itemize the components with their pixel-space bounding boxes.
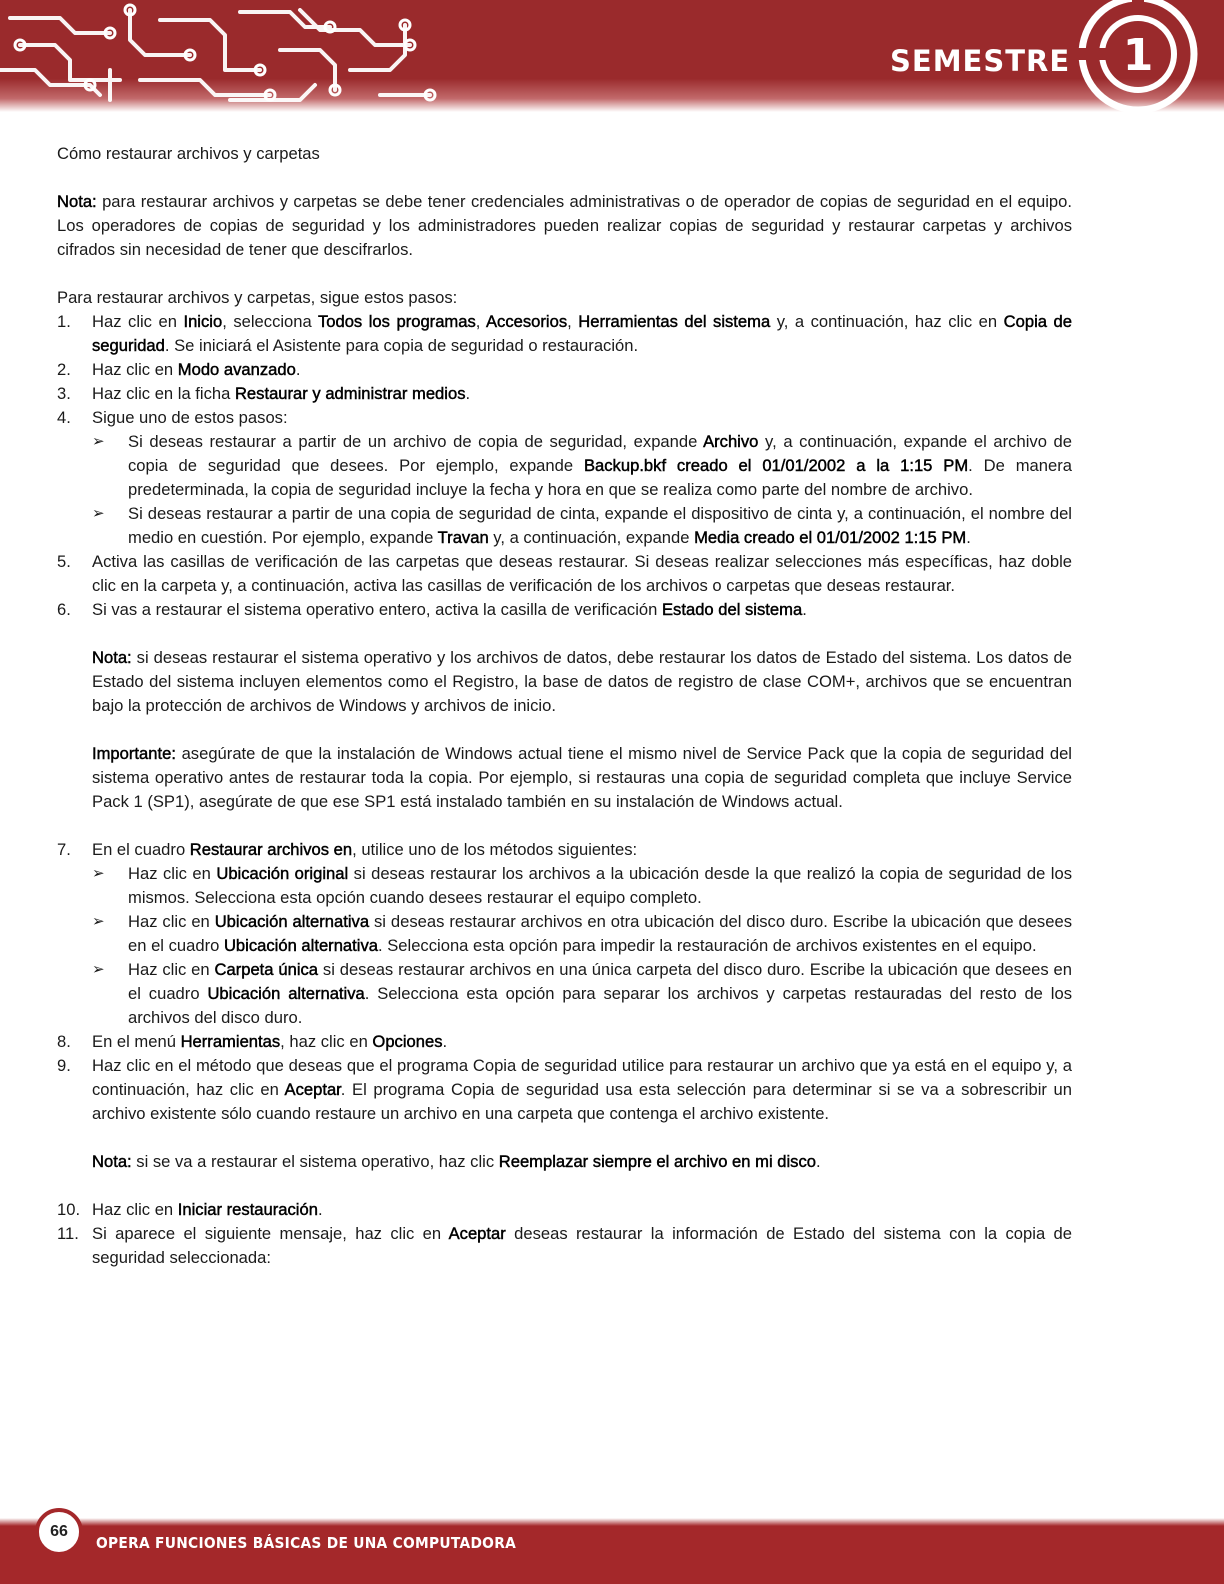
semester-number: 1 bbox=[1122, 30, 1154, 81]
step-8: 8. En el menú Herramientas, haz clic en Opciones. bbox=[57, 1032, 448, 1051]
list-item: ➢ Si deseas restaurar a partir de un archivo de copia de seguridad, expande Archivo y, a continuación, expande el archivo de copia de seguridad que desees. Por ejemplo, expande Backup.bkf creado el 01/01/2002 a la 1:15 PM. De manera predeterminada, la copia de seguridad incluye la fecha y hora en que se realiza como parte del nombre de archivo. bbox=[92, 432, 1073, 499]
arrow-bullet-icon: ➢ bbox=[92, 505, 105, 522]
semester-label: SEMESTRE bbox=[890, 44, 1071, 78]
system-state-note: Nota: si deseas restaurar el sistema operativo y los archivos de datos, debe restaurar los datos de Estado del sistema. Los datos de Estado del sistema incluyen elementos como el Registro, la base de datos de registro de clase COM+, archivos que se encuentran bajo la protección de archivos de Windows y archivos de inicio. bbox=[92, 648, 1072, 715]
step-4: 4. Sigue uno de estos pasos: ➢ Si deseas restaurar a partir de un archivo de copia de seguridad, expande Archivo y, a continuación, expande el archivo de copia de seguridad que desees. Por ejemplo, expande Backup.bkf creado el 01/01/2002 a la 1:15 PM. De manera predeterminada, la copia de seguridad incluye la fecha y hora en que se realiza como parte del nombre de archivo. ➢ Si deseas restaurar a partir de una copia de seguridad de cinta, expande el dispositivo de cinta y, a continuación, el nombre del medio en cuestión. Por ejemplo, expande Travan y, a continuación, expande Media creado el 01/01/2002 1:15 PM. bbox=[57, 406, 1072, 550]
step-9: 9. Haz clic en el método que deseas que el programa Copia de seguridad utilice para restaurar un archivo que ya está en el equipo y, a continuación, haz clic en Aceptar. El programa Copia de seguridad usa esta selección para determinar si se va a sobrescribir un archivo existente sólo cuando restaure un archivo en una carpeta que contenga el archivo existente. Nota: si se va a restaurar el sistema operativo, haz clic Reemplazar siempre el archivo en mi disco. bbox=[57, 1054, 1072, 1174]
intro-note: Nota: para restaurar archivos y carpetas se debe tener credenciales administrativas o de operador de copias de seguridad en el equipo. Los operadores de copias de seguridad y los administradores pueden realizar copias de seguridad y restaurar carpetas y archivos cifrados sin necesidad de tener que descifrarlos. bbox=[57, 192, 1072, 259]
arrow-bullet-icon: ➢ bbox=[92, 961, 105, 978]
note-label: Nota: bbox=[57, 192, 97, 211]
section-title: Cómo restaurar archivos y carpetas bbox=[57, 144, 320, 163]
arrow-bullet-icon: ➢ bbox=[92, 865, 105, 882]
step-6: 6. Si vas a restaurar el sistema operativo entero, activa la casilla de verificación Estado del sistema. Nota: si deseas restaurar el sistema operativo y los archivos de datos, debe restaurar los datos de Estado del sistema. Los datos de Estado del sistema incluyen elementos como el Registro, la base de datos de registro de clase COM+, archivos que se encuentran bajo la protección de archivos de Windows y archivos de inicio. Importante: asegúrate de que la instalación de Windows actual tiene el mismo nivel de Service Pack que la copia de seguridad del sistema operativo antes de restaurar toda la copia. Por ejemplo, si restauras una copia de seguridad completa que incluye Service Pack 1 (SP1), asegúrate de que ese SP1 está instalado también en su instalación de Windows actual. bbox=[57, 598, 1072, 814]
lead-text: Para restaurar archivos y carpetas, sigue estos pasos: bbox=[57, 288, 458, 307]
step-7: 7. En el cuadro Restaurar archivos en, utilice uno de los métodos siguientes: ➢ Haz clic en Ubicación original si deseas restaurar los archivos a la ubicación desde la que realizó la copia de seguridad de los mismos. Selecciona esta opción cuando desees restaurar el equipo completo. ➢ Haz clic en Ubicación alternativa si deseas restaurar archivos en otra ubicación del disco duro. Escribe la ubicación que desees en el cuadro Ubicación alternativa. Selecciona esta opción para impedir la restauración de archivos existentes en el equipo. ➢ Haz clic en Carpeta única si deseas restaurar archivos en una única carpeta del disco duro. Escribe la ubicación que desees en el cuadro Ubicación alternativa. Selecciona esta opción para separar los archivos y carpetas restauradas del resto de los archivos del disco duro. bbox=[57, 838, 1072, 1030]
arrow-bullet-icon: ➢ bbox=[92, 433, 105, 450]
steps-list bbox=[57, 310, 1072, 1270]
footer-title: OPERA FUNCIONES BÁSICAS DE UNA COMPUTADORA bbox=[96, 1534, 517, 1552]
page-header bbox=[0, 0, 1224, 112]
document-body bbox=[57, 142, 1072, 1270]
step-10: 10. Haz clic en Iniciar restauración. bbox=[57, 1200, 323, 1219]
step-1: 1. Haz clic en Inicio, selecciona Todos los programas, Accesorios, Herramientas del sistema y, a continuación, haz clic en Copia de seguridad. Se iniciará el Asistente para copia de seguridad o restauración. bbox=[57, 312, 1072, 355]
list-item: ➢ Haz clic en Ubicación alternativa si deseas restaurar archivos en otra ubicación del disco duro. Escribe la ubicación que desees en el cuadro Ubicación alternativa. Selecciona esta opción para impedir la restauración de archivos existentes en el equipo. bbox=[92, 912, 1072, 955]
step-2: 2. Haz clic en Modo avanzado. bbox=[57, 360, 301, 379]
list-item: ➢ Si deseas restaurar a partir de una copia de seguridad de cinta, expande el dispositivo de cinta y, a continuación, el nombre del medio en cuestión. Por ejemplo, expande Travan y, a continuación, expande Media creado el 01/01/2002 1:15 PM. bbox=[92, 504, 1072, 547]
step-4-options bbox=[92, 430, 1072, 550]
step-5: 5. Activa las casillas de verificación de las carpetas que deseas restaurar. Si deseas realizar selecciones más específicas, haz doble clic en la carpeta y, a continuación, activa las casillas de verificación de los archivos o carpetas que deseas restaurar. bbox=[57, 552, 1072, 595]
step-3: 3. Haz clic en la ficha Restaurar y administrar medios. bbox=[57, 384, 471, 403]
important-note: Importante: asegúrate de que la instalación de Windows actual tiene el mismo nivel de Service Pack que la copia de seguridad del sistema operativo antes de restaurar toda la copia. Por ejemplo, si restauras una copia de seguridad completa que incluye Service Pack 1 (SP1), asegúrate de que ese SP1 está instalado también en su instalación de Windows actual. bbox=[92, 744, 1072, 811]
overwrite-note: Nota: si se va a restaurar el sistema operativo, haz clic Reemplazar siempre el archivo en mi disco. bbox=[92, 1152, 821, 1171]
step-11: 11. Si aparece el siguiente mensaje, haz clic en Aceptar deseas restaurar la información de Estado del sistema con la copia de seguridad seleccionada: bbox=[57, 1224, 1072, 1267]
step-7-options bbox=[92, 862, 1072, 1030]
circuit-pattern-icon bbox=[0, 0, 440, 112]
arrow-bullet-icon: ➢ bbox=[92, 913, 105, 930]
list-item: ➢ Haz clic en Carpeta única si deseas restaurar archivos en una única carpeta del disco duro. Escribe la ubicación que desees en el cuadro Ubicación alternativa. Selecciona esta opción para separar los archivos y carpetas restauradas del resto de los archivos del disco duro. bbox=[92, 960, 1073, 1027]
page-number: 66 bbox=[35, 1508, 83, 1556]
semester-ring-icon bbox=[1076, 0, 1216, 112]
list-item: ➢ Haz clic en Ubicación original si deseas restaurar los archivos a la ubicación desde la que realizó la copia de seguridad de los mismos. Selecciona esta opción cuando desees restaurar el equipo completo. bbox=[92, 864, 1073, 907]
